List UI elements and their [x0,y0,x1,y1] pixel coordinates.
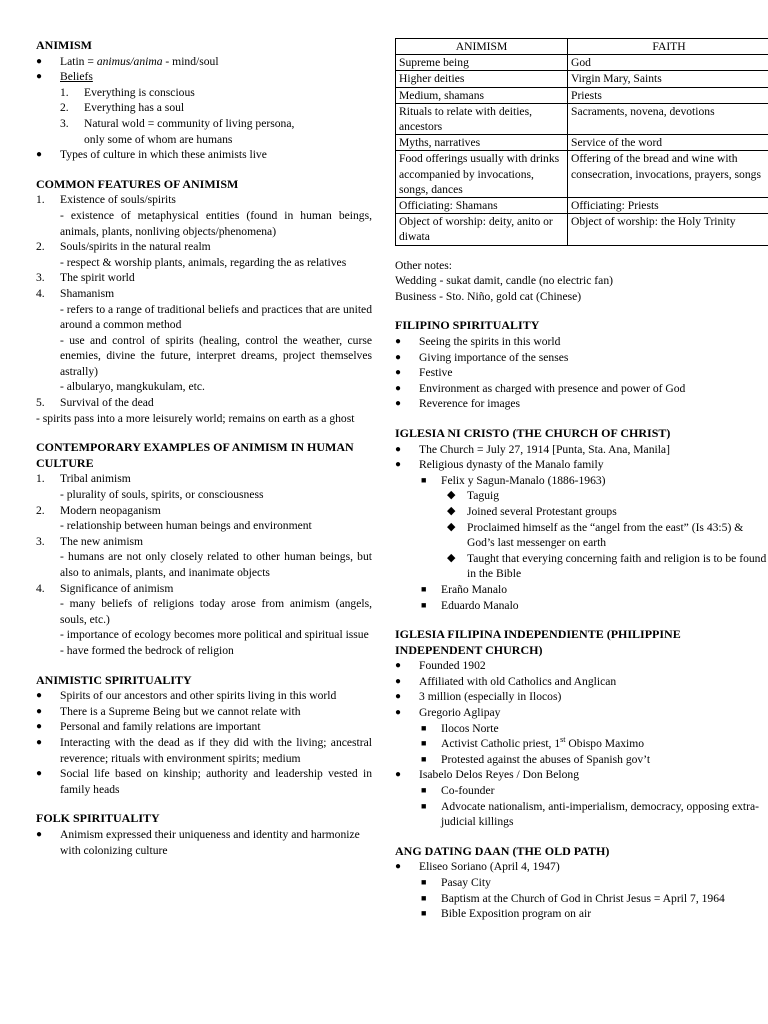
list-item [395,488,768,504]
square-bullet-icon: ■ [421,722,427,733]
list-item-text: Giving importance of the senses [419,350,569,364]
item-text: Existence of souls/spirits [60,193,176,207]
list-item [36,69,372,85]
list-item-text: Personal and family relations are important [60,720,261,734]
item-detail: - have formed the bedrock of religion [60,643,234,657]
list-item-text: Social life based on kinship; authority and leadership vested in family heads [60,767,372,796]
list-item [395,859,768,875]
list-item-text: Eliseo Soriano (April 4, 1947) [419,860,560,874]
table-header: FAITH [568,39,768,55]
list-item-text: Founded 1902 [419,659,486,673]
square-bullet-icon: ■ [421,599,427,610]
table-cell: Supreme being [396,55,568,71]
item-text: Shamanism [60,286,115,300]
item-detail: - importance of ecology becomes more political and spiritual issue [60,628,369,642]
section-title: ANIMISM [36,38,92,52]
numbered-item: 2. Souls/spirits in the natural realm [36,239,372,255]
table-cell: God [568,55,768,71]
section-animistic-spirituality [36,673,372,798]
diamond-bullet-icon: ◆ [447,489,456,502]
list-item-text: Affiliated with old Catholics and Anglican [419,674,617,688]
list-item [395,442,768,458]
table-row [396,214,768,245]
list-item [395,473,768,489]
list-item [395,783,768,799]
list-item [395,799,768,830]
latin-term: animus/anima [96,54,163,68]
item-detail: - albularyo, mangkukulam, etc. [60,380,205,394]
list-item [395,520,768,551]
list-item-text: Felix y Sagun-Manalo (1886-1963) [441,473,606,487]
belief-text: Everything is conscious [84,85,195,99]
table-cell: Virgin Mary, Saints [568,71,768,87]
table-cell: Food offerings usually with drinks accompanied by invocations, songs, dances [396,151,568,198]
table-cell: Offering of the bread and wine with consecration, invocations, prayers, songs [568,151,768,198]
section-contemporary [36,440,372,658]
list-item-text: Religious dynasty of the Manalo family [419,458,604,472]
section-title: IGLESIA NI CRISTO (THE CHURCH OF CHRIST) [395,425,671,440]
numbered-item: 1. Tribal animism [36,471,372,487]
bullet-icon: ● [395,367,402,379]
section-filipino-spirituality [395,318,768,412]
table-cell: Medium, shamans [396,87,568,103]
list-item [36,147,372,163]
section-title: CONTEMPORARY EXAMPLES OF ANIMISM IN HUMAN CULTURE [36,440,354,470]
list-item [395,767,768,783]
table-row [396,198,768,214]
numbered-item: 5. Survival of the dead [36,395,372,411]
section-iglesia-ni-cristo [395,426,768,613]
list-item [395,658,768,674]
list-item [36,704,372,720]
list-item-text: Activist Catholic priest, 1 [441,737,561,751]
list-item-text: Taguig [467,489,500,503]
table-row [396,55,768,71]
list-item-text: Spirits of our ancestors and other spirits living in this world [60,689,337,703]
list-item-text: There is a Supreme Being but we cannot relate with [60,704,301,718]
comparison-table [395,38,768,246]
bullet-icon: ● [395,675,402,687]
list-item [395,598,768,614]
notes-label: Other notes: [395,258,452,272]
list-item-text: Animism expressed their uniqueness and identity and harmonize with colonizing culture [60,827,360,857]
list-item [36,766,372,797]
square-bullet-icon: ■ [421,892,427,903]
diamond-bullet-icon: ◆ [447,520,456,533]
list-item [395,689,768,705]
bullet-icon: ● [36,768,43,780]
list-item-text: Pasay City [441,876,491,890]
list-item [395,365,768,381]
item-detail: - use and control of spirits (healing, control the weather, curse enemies, divine the future, interpret dreams, project themselves astrally) [60,333,372,378]
list-item [395,334,768,350]
bullet-icon: ● [395,769,402,781]
list-item-text: Seeing the spirits in this world [419,335,561,349]
item-detail: - many beliefs of religions today arose from animism (angels, souls, etc.) [60,597,372,626]
numbered-item: 2. Everything has a soul [36,100,372,116]
bullet-icon: ● [36,690,43,702]
list-item [395,504,768,520]
bullet-icon: ● [395,691,402,703]
other-notes [395,258,768,305]
list-item [36,827,372,858]
square-bullet-icon: ■ [421,738,427,749]
section-title: FILIPINO SPIRITUALITY [395,318,540,333]
latin-prefix: Latin = [60,54,97,68]
section-title: ANG DATING DAAN (THE OLD PATH) [395,843,610,858]
table-header: ANIMISM [396,39,568,55]
numbered-item: 4. Shamanism [36,286,372,302]
list-item-text: Baptism at the Church of God in Christ Jesus = April 7, 1964 [441,891,725,905]
notes-wedding: Wedding - sukat damit, candle (no electric fan) [395,274,613,288]
list-item-text: 3 million (especially in Ilocos) [419,690,562,704]
list-item [395,396,768,412]
list-item [395,674,768,690]
list-item-text: Advocate nationalism, anti-imperialism, democracy, opposing extra-judicial killings [441,799,759,829]
bullet-icon: ● [395,707,402,719]
item-text: Souls/spirits in the natural realm [60,240,211,254]
table-row [396,135,768,151]
latin-suffix: - mind/soul [162,54,219,68]
square-bullet-icon: ■ [421,877,427,888]
belief-text: Natural wold = community of living persona, [84,116,295,130]
diamond-bullet-icon: ◆ [447,504,456,517]
list-item [395,891,768,907]
list-item-text: Gregorio Aglipay [419,706,501,720]
table-cell: Higher deities [396,71,568,87]
item-detail: - spirits pass into a more leisurely world; remains on earth as a ghost [36,411,355,425]
list-item [395,457,768,473]
item-detail: - refers to a range of traditional beliefs and practices that are united around a common method [60,302,372,332]
item-text: The spirit world [60,271,135,285]
list-item-text: Proclaimed himself as the “angel from the east” (Is 43:5) & God’s last messenger on earth [467,520,744,550]
section-title: COMMON FEATURES OF ANIMISM [36,176,239,191]
numbered-item: 4. Significance of animism [36,581,372,597]
section-animism [36,38,372,163]
list-item [395,551,768,582]
numbered-item: 3. Natural wold = community of living persona, only some of whom are humans [60,116,295,146]
list-item [395,721,768,737]
list-item-text: Ilocos Norte [441,721,499,735]
bullet-icon: ● [36,828,43,840]
item-detail: - relationship between human beings and environment [60,519,312,533]
bullet-icon: ● [395,861,402,873]
bullet-icon: ● [395,459,402,471]
bullet-icon: ● [36,721,43,733]
notes-business: Business - Sto. Niño, gold cat (Chinese) [395,289,582,303]
list-item-text: Protested against the abuses of Spanish gov’t [441,752,651,766]
section-ang-dating-daan [395,844,768,922]
item-text: Significance of animism [60,581,174,595]
bullet-icon: ● [395,351,402,363]
table-cell: Rituals to relate with deities, ancestors [396,103,568,134]
list-item-text: Co-founder [441,784,495,798]
list-item-text: Eraño Manalo [441,582,507,596]
list-item [395,906,768,922]
bullet-icon: ● [36,55,43,67]
list-item-text: Festive [419,366,453,380]
numbered-item: 1. Existence of souls/spirits [36,192,372,208]
list-item [36,688,372,704]
item-detail: - plurality of souls, spirits, or consciousness [60,488,264,502]
list-item [395,875,768,891]
bullet-icon: ● [395,398,402,410]
section-folk-spirituality [36,811,372,858]
list-item [395,381,768,397]
square-bullet-icon: ■ [421,908,427,919]
table-cell: Officiating: Shamans [396,198,568,214]
bullet-icon: ● [36,736,43,748]
bullet-icon: ● [36,71,43,83]
item-text: Tribal animism [60,472,131,486]
right-column [395,38,768,932]
list-item-text: Isabelo Delos Reyes / Don Belong [419,768,580,782]
list-item [36,54,372,70]
bullet-icon: ● [395,660,402,672]
list-item-text: Interacting with the dead as if they did with the living; ancestral reverence; rituals with environment spirits; medium [60,735,372,765]
table-cell: Object of worship: deity, anito or diwata [396,214,568,245]
list-item-text: Types of culture in which these animists live [60,148,267,162]
bullet-icon: ● [36,149,43,161]
item-detail: - existence of metaphysical entities (found in human beings, animals, plants, nonliving objects/phenomena) [60,208,372,238]
list-item [395,350,768,366]
bullet-icon: ● [36,705,43,717]
table-cell: Service of the word [568,135,768,151]
list-item-text: Bible Exposition program on air [441,907,592,921]
item-text: Modern neopaganism [60,503,161,517]
item-text: The new animism [60,534,144,548]
list-item [395,705,768,721]
table-cell: Officiating: Priests [568,198,768,214]
section-title: ANIMISTIC SPIRITUALITY [36,672,192,687]
list-item-text: Taught that everying concerning faith and religion is to be found in the Bible [467,551,767,581]
table-cell: Priests [568,87,768,103]
bullet-icon: ● [395,443,402,455]
square-bullet-icon: ■ [421,785,427,796]
table-row [396,87,768,103]
list-item-text: Reverence for images [419,397,521,411]
table-row [396,71,768,87]
square-bullet-icon: ■ [421,800,427,811]
left-column [36,38,372,868]
list-item-text: Obispo Maximo [565,737,645,751]
section-title: FOLK SPIRITUALITY [36,811,160,826]
belief-text: only some of whom are humans [84,132,233,146]
list-item-text: Joined several Protestant groups [467,504,617,518]
table-cell: Object of worship: the Holy Trinity [568,214,768,245]
numbered-item: 1. Everything is conscious [36,85,372,101]
square-bullet-icon: ■ [421,474,427,485]
bullet-icon: ● [395,336,402,348]
square-bullet-icon: ■ [421,753,427,764]
list-item [36,735,372,766]
list-item-text: Eduardo Manalo [441,598,519,612]
diamond-bullet-icon: ◆ [447,551,456,564]
section-title: IGLESIA FILIPINA INDEPENDIENTE (PHILIPPINE INDEPENDENT CHURCH) [395,627,681,657]
table-header-row [396,39,768,55]
list-item [395,582,768,598]
numbered-item: 2. Modern neopaganism [36,503,372,519]
table-cell: Myths, narratives [396,135,568,151]
list-item [36,719,372,735]
section-iglesia-filipina-independiente [395,627,768,830]
belief-text: Everything has a soul [84,101,185,115]
list-item-text: Environment as charged with presence and power of God [419,381,686,395]
beliefs-label: Beliefs [60,70,93,84]
ordinal-superscript: st [560,735,566,745]
table-cell: Sacraments, novena, devotions [568,103,768,134]
list-item [395,736,768,752]
numbered-item: 3. The new animism [36,534,372,550]
list-item [395,752,768,768]
numbered-item: 3. The spirit world [36,270,372,286]
list-item-text: The Church = July 27, 1914 [Punta, Sta. Ana, Manila] [419,442,670,456]
item-text: Survival of the dead [60,396,154,410]
item-detail: - humans are not only closely related to other human beings, but also to animals, plants, and inanimate objects [60,550,372,579]
table-row [396,103,768,134]
section-common-features [36,177,372,427]
square-bullet-icon: ■ [421,583,427,594]
table-row [396,151,768,198]
item-detail: - respect & worship plants, animals, regarding the as relatives [60,255,347,269]
bullet-icon: ● [395,382,402,394]
